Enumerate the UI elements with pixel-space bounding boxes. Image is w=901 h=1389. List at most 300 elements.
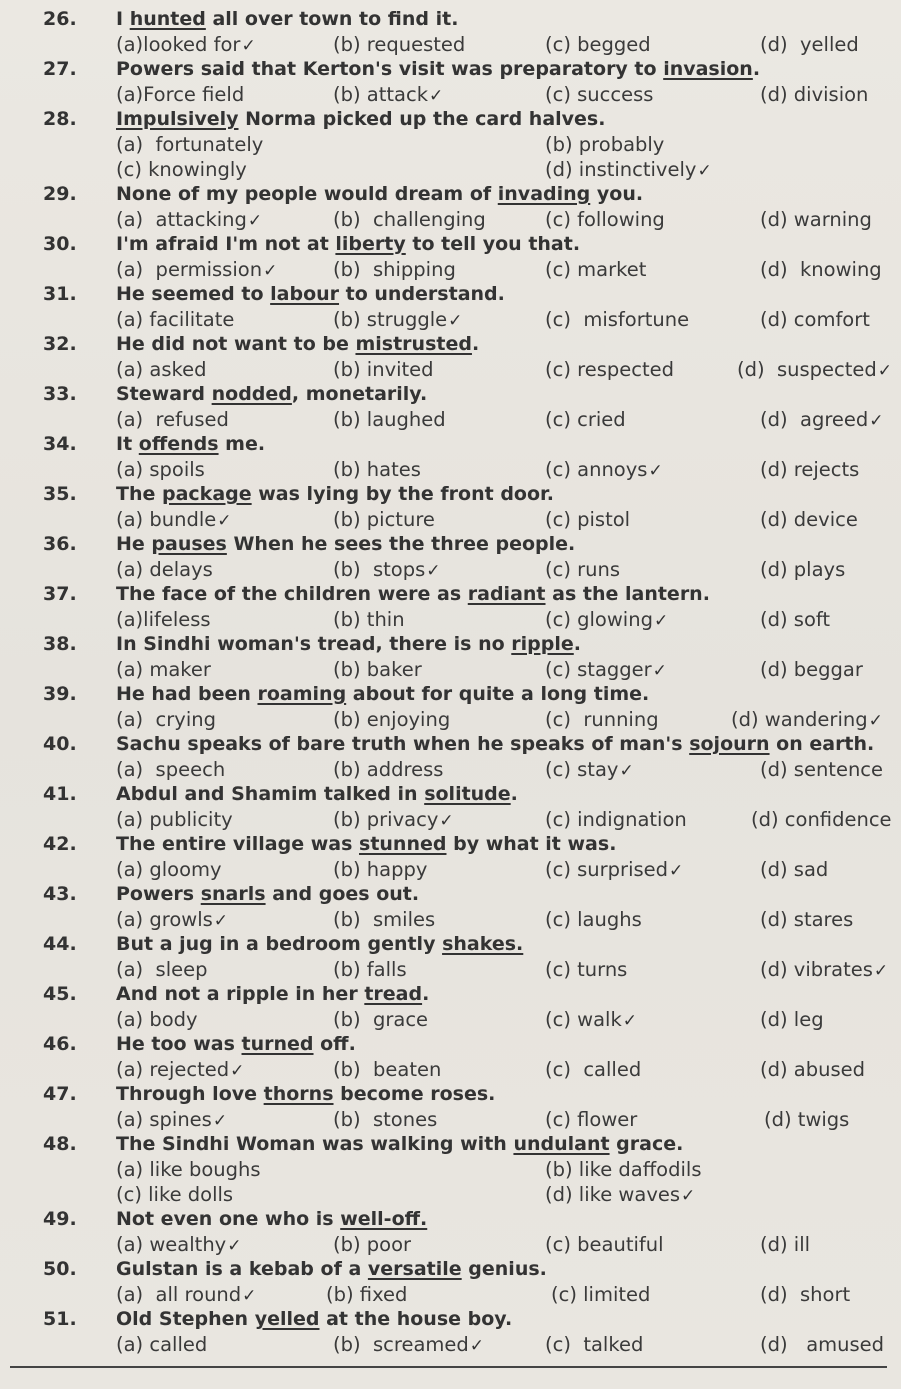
answer-option xyxy=(333,1008,428,1031)
question-text-before: Abdul and Shamim talked in xyxy=(116,783,425,805)
checkmark-icon: ✓ xyxy=(873,961,889,981)
answer-option-text: (b) happy xyxy=(333,858,428,881)
answer-option-text: (a) rejected xyxy=(116,1058,230,1081)
answer-option xyxy=(760,1233,810,1256)
question-item xyxy=(0,431,901,481)
question-text-after: become roses. xyxy=(333,1083,496,1105)
question-text-before: He too was xyxy=(116,1033,242,1055)
question-text xyxy=(116,1033,356,1055)
answer-option-text: (b) laughed xyxy=(333,408,446,431)
answer-option xyxy=(545,508,630,531)
answer-option-text: (d) beggar xyxy=(760,658,863,681)
answer-option xyxy=(545,1233,664,1256)
answer-option-text: (d) instinctively xyxy=(545,158,697,181)
answer-option-text: (b) probably xyxy=(545,133,665,156)
question-item xyxy=(0,331,901,381)
answer-option-text: (d) wandering xyxy=(731,708,868,731)
answer-option-text: (c) stagger xyxy=(545,658,652,681)
question-text-after: was lying by the front door. xyxy=(251,483,554,505)
answer-option-text: (a) called xyxy=(116,1333,208,1356)
checkmark-icon: ✓ xyxy=(669,861,684,881)
checkmark-icon: ✓ xyxy=(877,361,893,381)
question-text xyxy=(116,883,419,905)
question-text-after: . xyxy=(752,58,761,80)
question-text-before: But a jug in a bedroom gently xyxy=(116,933,443,955)
question-text-before: Old Stephen xyxy=(116,1308,255,1330)
answer-option xyxy=(116,658,211,681)
answer-option-text: (b) challenging xyxy=(333,208,486,231)
answer-option-text: (d) confidence xyxy=(751,808,892,831)
answer-option-text: (a) permission xyxy=(116,258,263,281)
question-number: 43. xyxy=(43,883,77,905)
answer-option xyxy=(333,758,443,781)
checkmark-icon: ✓ xyxy=(217,511,232,531)
answer-option xyxy=(760,458,859,481)
answer-option xyxy=(116,858,222,881)
checkmark-icon: ✓ xyxy=(469,1336,485,1356)
answer-option-text: (d) amused xyxy=(760,1333,885,1356)
answer-option-text: (b) falls xyxy=(333,958,407,981)
checkmark-icon: ✓ xyxy=(212,1111,228,1131)
answer-option xyxy=(333,658,422,681)
question-text-after: . xyxy=(510,783,518,805)
question-text xyxy=(116,8,458,30)
question-text-before: The face of the children were as xyxy=(116,583,468,605)
answer-option xyxy=(545,858,683,881)
underlined-word: versatile xyxy=(367,1258,462,1280)
underlined-word: well-off. xyxy=(340,1208,428,1230)
answer-option xyxy=(545,608,668,631)
answer-option xyxy=(116,1058,244,1081)
question-text-before: He xyxy=(116,533,152,555)
question-text-after: . xyxy=(422,983,430,1005)
answer-option-text: (a) spoils xyxy=(116,458,205,481)
answer-option xyxy=(545,208,665,231)
question-number: 29. xyxy=(43,183,77,205)
question-item xyxy=(0,181,901,231)
question-number: 41. xyxy=(43,783,77,805)
question-text xyxy=(116,233,580,255)
question-text xyxy=(116,433,265,455)
answer-option xyxy=(333,708,450,731)
answer-option-text: (a) asked xyxy=(116,358,207,381)
question-text-before: Through love xyxy=(116,1083,264,1105)
answer-option xyxy=(764,1108,849,1131)
answer-option xyxy=(545,458,663,481)
answer-option-text: (a) like boughs xyxy=(116,1158,261,1181)
answer-option-text: (b) enjoying xyxy=(333,708,451,731)
question-text-before: None of my people would dream of xyxy=(116,183,498,205)
answer-option xyxy=(760,658,863,681)
answer-option xyxy=(731,708,883,731)
question-item xyxy=(0,1256,901,1306)
answer-option xyxy=(333,33,465,56)
answer-option-text: (b) baker xyxy=(333,658,422,681)
answer-option-text: (a)Force field xyxy=(116,83,245,106)
checkmark-icon: ✓ xyxy=(213,911,229,931)
answer-option-text: (a) speech xyxy=(116,758,226,781)
checkmark-icon: ✓ xyxy=(263,261,278,281)
underlined-word: sojourn xyxy=(689,733,770,755)
answer-option-text: (c) annoys xyxy=(545,458,648,481)
question-text xyxy=(116,1208,427,1230)
answer-option xyxy=(545,258,646,281)
answer-option xyxy=(116,958,208,981)
underlined-word: radiant xyxy=(467,583,546,605)
question-text xyxy=(116,733,874,755)
question-text-before: Powers said that Kerton's visit was preparatory to xyxy=(116,58,664,80)
question-number: 34. xyxy=(43,433,77,455)
underlined-word: snarls xyxy=(200,883,266,905)
answer-option-text: (b) smiles xyxy=(333,908,436,931)
question-text xyxy=(116,283,505,305)
answer-option-text: (d) yelled xyxy=(760,33,859,56)
answer-option-text: (d) knowing xyxy=(760,258,882,281)
answer-option xyxy=(545,1158,702,1181)
question-text-before: Steward xyxy=(116,383,212,405)
question-text xyxy=(116,58,760,80)
question-item xyxy=(0,281,901,331)
answer-option xyxy=(333,558,441,581)
answer-option-text: (d) abused xyxy=(760,1058,866,1081)
answer-option xyxy=(545,908,642,931)
answer-option-text: (c) running xyxy=(545,708,659,731)
answer-option xyxy=(760,208,872,231)
question-item xyxy=(0,731,901,781)
answer-option-text: (b) stones xyxy=(333,1108,438,1131)
answer-option-text: (d) comfort xyxy=(760,308,870,331)
answer-option-text: (c) talked xyxy=(545,1333,644,1356)
answer-option xyxy=(116,158,247,181)
answer-option-text: (c) market xyxy=(545,258,647,281)
question-item xyxy=(0,681,901,731)
answer-option xyxy=(333,908,435,931)
question-text xyxy=(116,383,427,405)
checkmark-icon: ✓ xyxy=(439,811,454,831)
underlined-word: Impulsively xyxy=(116,108,239,130)
underlined-word: package xyxy=(162,483,252,505)
question-text-after: you. xyxy=(590,183,644,205)
underlined-word: yelled xyxy=(254,1308,320,1330)
answer-option xyxy=(545,33,651,56)
question-text-after: to tell you that. xyxy=(405,233,581,255)
checkmark-icon: ✓ xyxy=(241,36,256,56)
answer-option xyxy=(333,808,454,831)
answer-option-text: (c) limited xyxy=(551,1283,651,1306)
question-text xyxy=(116,1083,495,1105)
answer-option xyxy=(760,858,828,881)
checkmark-icon: ✓ xyxy=(653,611,669,631)
answer-option xyxy=(116,708,216,731)
answer-option xyxy=(760,1333,884,1356)
answer-option-text: (d) division xyxy=(760,83,869,106)
question-text-after: at the house boy. xyxy=(319,1308,513,1330)
answer-option-text: (b) thin xyxy=(333,608,405,631)
checkmark-icon: ✓ xyxy=(652,661,667,681)
answer-option-text: (a) body xyxy=(116,1008,198,1031)
answer-option xyxy=(760,83,868,106)
underlined-word: hunted xyxy=(129,8,206,30)
checkmark-icon: ✓ xyxy=(868,711,883,731)
question-text xyxy=(116,783,518,805)
answer-option-text: (a) spines xyxy=(116,1108,212,1131)
answer-option-text: (d) soft xyxy=(760,608,831,631)
question-number: 47. xyxy=(43,1083,77,1105)
answer-option-text: (b) poor xyxy=(333,1233,412,1256)
answer-option-text: (c) pistol xyxy=(545,508,631,531)
question-item xyxy=(0,481,901,531)
answer-option xyxy=(760,908,853,931)
question-number: 28. xyxy=(43,108,77,130)
question-number: 33. xyxy=(43,383,77,405)
question-text-after: me. xyxy=(218,433,266,455)
answer-option xyxy=(333,1333,484,1356)
answer-option xyxy=(545,758,634,781)
answer-option-text: (c) stay xyxy=(545,758,619,781)
answer-option xyxy=(116,208,262,231)
answer-option xyxy=(116,1108,227,1131)
underlined-word: labour xyxy=(270,283,340,305)
answer-option xyxy=(116,608,211,631)
question-number: 36. xyxy=(43,533,77,555)
answer-option-text: (d) stares xyxy=(760,908,854,931)
answer-option-text: (b) struggle xyxy=(333,308,448,331)
question-number: 50. xyxy=(43,1258,77,1280)
answer-option xyxy=(333,83,443,106)
answer-option-text: (c) runs xyxy=(545,558,621,581)
checkmark-icon: ✓ xyxy=(242,1286,257,1306)
question-text-before: Powers xyxy=(116,883,201,905)
answer-option xyxy=(333,308,462,331)
answer-option xyxy=(116,1233,241,1256)
question-item xyxy=(0,1131,901,1206)
answer-option xyxy=(545,558,620,581)
answer-option xyxy=(760,258,882,281)
answer-option xyxy=(545,1333,643,1356)
question-text-before: And not a ripple in her xyxy=(116,983,365,1005)
answer-option xyxy=(333,358,434,381)
question-text xyxy=(116,533,575,555)
question-text-after: as the lantern. xyxy=(545,583,710,605)
question-number: 44. xyxy=(43,933,77,955)
answer-option xyxy=(737,358,892,381)
question-text-after: When he sees the three people. xyxy=(226,533,576,555)
question-number: 38. xyxy=(43,633,77,655)
question-item xyxy=(0,1306,901,1356)
question-item xyxy=(0,781,901,831)
answer-option-text: (c) misfortune xyxy=(545,308,690,331)
answer-option-text: (d) warning xyxy=(760,208,872,231)
answer-option-text: (a) facilitate xyxy=(116,308,235,331)
answer-option-text: (b) shipping xyxy=(333,258,456,281)
question-text xyxy=(116,1258,547,1280)
answer-option xyxy=(116,308,234,331)
answer-option xyxy=(760,1008,824,1031)
question-text xyxy=(116,1308,512,1330)
answer-option xyxy=(545,708,659,731)
question-text xyxy=(116,983,429,1005)
answer-option-text: (a) maker xyxy=(116,658,211,681)
question-number: 51. xyxy=(43,1308,77,1330)
answer-option-text: (d) plays xyxy=(760,558,846,581)
answer-option-text: (c) called xyxy=(545,1058,642,1081)
checkmark-icon: ✓ xyxy=(869,411,884,431)
answer-option-text: (a) gloomy xyxy=(116,858,222,881)
answer-option xyxy=(333,208,486,231)
question-text-before: In Sindhi woman's tread, there is no xyxy=(116,633,512,655)
question-text-after: and goes out. xyxy=(265,883,420,905)
question-text-after: genius. xyxy=(461,1258,547,1280)
underlined-word: undulant xyxy=(513,1133,610,1155)
answer-option-text: (b) invited xyxy=(333,358,434,381)
answer-option xyxy=(760,508,858,531)
answer-option xyxy=(116,83,244,106)
answer-option xyxy=(116,908,228,931)
checkmark-icon: ✓ xyxy=(230,1061,245,1081)
answer-option-text: (a) growls xyxy=(116,908,213,931)
question-item xyxy=(0,1206,901,1256)
answer-option xyxy=(760,558,845,581)
question-text-before: He did not want to be xyxy=(116,333,356,355)
question-text-before: Gulstan is a kebab of a xyxy=(116,1258,368,1280)
question-item xyxy=(0,981,901,1031)
answer-option-text: (c) respected xyxy=(545,358,674,381)
answer-option-text: (d) rejects xyxy=(760,458,860,481)
answer-option xyxy=(116,258,277,281)
answer-option-text: (d) vibrates xyxy=(760,958,873,981)
answer-option xyxy=(116,1008,198,1031)
underlined-word: thorns xyxy=(263,1083,334,1105)
question-text-before: The Sindhi Woman was walking with xyxy=(116,1133,514,1155)
answer-option xyxy=(116,1158,261,1181)
answer-option xyxy=(116,33,256,56)
answer-option-text: (c) knowingly xyxy=(116,158,247,181)
question-item xyxy=(0,231,901,281)
answer-option xyxy=(333,458,421,481)
question-text xyxy=(116,483,554,505)
answer-option-text: (b) grace xyxy=(333,1008,429,1031)
question-text xyxy=(116,333,479,355)
answer-option-text: (c) turns xyxy=(545,958,628,981)
question-text-after: all over town to find it. xyxy=(205,8,459,30)
answer-option-text: (b) like daffodils xyxy=(545,1158,702,1181)
question-text-after: . xyxy=(471,333,480,355)
answer-option xyxy=(545,1108,637,1131)
question-text-before: The entire village was xyxy=(116,833,360,855)
question-number: 42. xyxy=(43,833,77,855)
underlined-word: nodded xyxy=(211,383,292,405)
answer-option-text: (a)lifeless xyxy=(116,608,211,631)
answer-option xyxy=(116,1183,233,1206)
question-item xyxy=(0,831,901,881)
answer-option-text: (c) begged xyxy=(545,33,651,56)
answer-option-text: (d) leg xyxy=(760,1008,824,1031)
answer-option-text: (b) fixed xyxy=(326,1283,408,1306)
underlined-word: invading xyxy=(497,183,591,205)
question-text xyxy=(116,633,581,655)
question-text-after: Norma picked up the card halves. xyxy=(238,108,606,130)
answer-option xyxy=(760,1283,850,1306)
question-text xyxy=(116,108,605,130)
underlined-word: shakes. xyxy=(442,933,524,955)
answer-option xyxy=(545,408,626,431)
answer-option-text: (c) success xyxy=(545,83,654,106)
question-text-after: by what it was. xyxy=(446,833,617,855)
underlined-word: ripple xyxy=(511,633,574,655)
answer-option xyxy=(545,308,689,331)
checkmark-icon: ✓ xyxy=(697,161,712,181)
question-number: 40. xyxy=(43,733,77,755)
answer-option xyxy=(116,133,263,156)
question-text-after: . xyxy=(573,633,581,655)
answer-option xyxy=(551,1283,650,1306)
answer-option xyxy=(760,308,870,331)
answer-option-text: (a) crying xyxy=(116,708,216,731)
question-item xyxy=(0,531,901,581)
underlined-word: roaming xyxy=(257,683,347,705)
question-item xyxy=(0,56,901,106)
question-item xyxy=(0,631,901,681)
answer-option xyxy=(333,608,405,631)
question-text-before: I'm afraid I'm not at xyxy=(116,233,336,255)
question-number: 32. xyxy=(43,333,77,355)
question-number: 31. xyxy=(43,283,77,305)
answer-option-text: (c) indignation xyxy=(545,808,687,831)
question-list xyxy=(0,6,901,1356)
checkmark-icon: ✓ xyxy=(426,561,441,581)
question-item xyxy=(0,106,901,181)
answer-option-text: (d) short xyxy=(760,1283,851,1306)
question-text-after: , monetarily. xyxy=(291,383,428,405)
answer-option-text: (b) screamed xyxy=(333,1333,469,1356)
answer-option-text: (a) attacking xyxy=(116,208,247,231)
question-text xyxy=(116,583,710,605)
answer-option-text: (a) refused xyxy=(116,408,229,431)
question-item xyxy=(0,581,901,631)
question-item xyxy=(0,6,901,56)
question-item xyxy=(0,1081,901,1131)
question-text xyxy=(116,683,649,705)
question-text-before: It xyxy=(116,433,139,455)
answer-option-text: (d) like waves xyxy=(545,1183,681,1206)
question-item xyxy=(0,931,901,981)
answer-option xyxy=(333,258,456,281)
answer-option xyxy=(116,458,205,481)
answer-option xyxy=(545,133,664,156)
answer-option xyxy=(545,1183,695,1206)
question-text-before: He seemed to xyxy=(116,283,271,305)
answer-option xyxy=(116,1283,256,1306)
question-text xyxy=(116,1133,683,1155)
question-text-after: off. xyxy=(313,1033,356,1055)
answer-option-text: (d) agreed xyxy=(760,408,869,431)
answer-option xyxy=(545,1008,637,1031)
answer-option-text: (b) address xyxy=(333,758,444,781)
underlined-word: mistrusted xyxy=(355,333,472,355)
answer-option-text: (c) glowing xyxy=(545,608,653,631)
question-text xyxy=(116,933,523,955)
question-number: 35. xyxy=(43,483,77,505)
answer-option xyxy=(116,808,233,831)
question-text-before: Sachu speaks of bare truth when he speaks of man's xyxy=(116,733,690,755)
answer-option-text: (a) delays xyxy=(116,558,213,581)
answer-option-text: (b) privacy xyxy=(333,808,439,831)
answer-option xyxy=(116,758,225,781)
answer-option xyxy=(545,1058,641,1081)
underlined-word: invasion xyxy=(663,58,753,80)
underlined-word: stunned xyxy=(359,833,447,855)
question-number: 48. xyxy=(43,1133,77,1155)
